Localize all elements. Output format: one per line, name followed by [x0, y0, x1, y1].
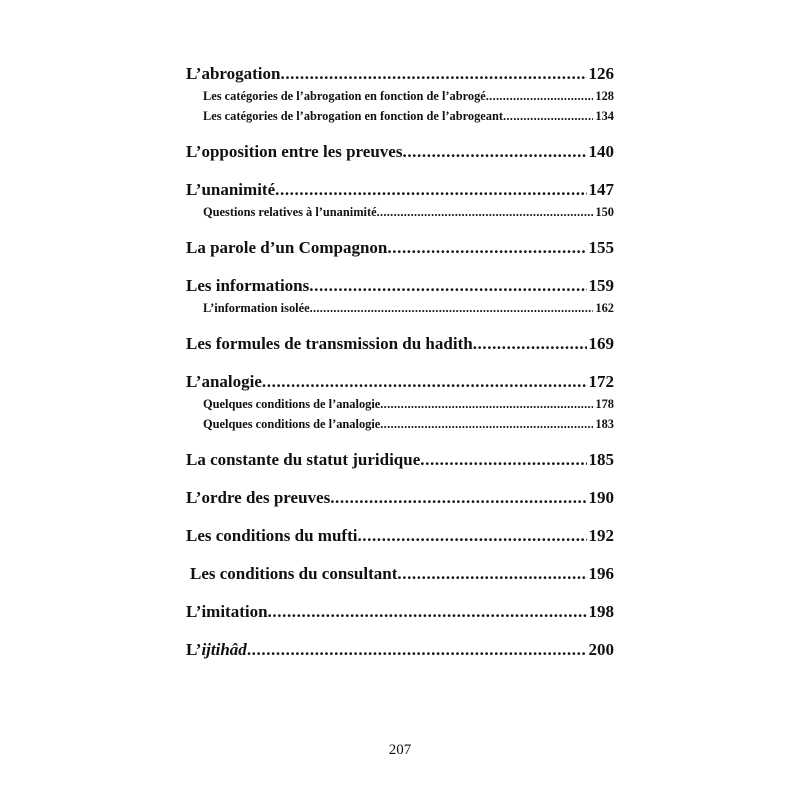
toc-subentry-page: 134	[593, 106, 614, 126]
dot-leader	[262, 370, 587, 394]
dot-leader	[380, 414, 593, 434]
toc-entry-page: 155	[587, 236, 615, 260]
dot-leader	[310, 298, 594, 318]
toc-subentry-abrogation-abroge[interactable]	[203, 86, 614, 106]
toc-subentry-label: Quelques conditions de l’analogie	[203, 414, 380, 434]
dot-leader	[330, 486, 586, 510]
toc-entry-abrogation[interactable]	[186, 62, 614, 86]
dot-leader	[473, 332, 587, 356]
toc-subentry-label: Quelques conditions de l’analogie	[203, 394, 380, 414]
dot-leader	[275, 178, 586, 202]
toc-entry-label-prefix: L’	[186, 640, 202, 659]
toc-entry-opposition[interactable]	[186, 140, 614, 164]
dot-leader	[397, 562, 586, 586]
dot-leader	[268, 600, 587, 624]
toc-entry-ijtihad[interactable]	[186, 638, 614, 662]
toc-subentry-page: 150	[593, 202, 614, 222]
dot-leader	[377, 202, 594, 222]
toc-entry-constante-statut[interactable]	[186, 448, 614, 472]
toc-entry-label: Les informations	[186, 274, 309, 298]
toc-entry-page: 126	[587, 62, 615, 86]
toc-entry-page: 196	[587, 562, 615, 586]
toc-entry-label: Les conditions du consultant	[190, 562, 397, 586]
toc-entry-page: 185	[587, 448, 615, 472]
dot-leader	[309, 274, 586, 298]
toc-subentry-conditions-analogie-1[interactable]	[203, 394, 614, 414]
dot-leader	[503, 106, 593, 126]
toc-entry-label: L’analogie	[186, 370, 262, 394]
toc-subentry-conditions-analogie-2[interactable]	[203, 414, 614, 434]
toc-subentry-label: Questions relatives à l’unanimité	[203, 202, 377, 222]
toc-entry-label: L’unanimité	[186, 178, 275, 202]
toc-entry-conditions-consultant[interactable]	[186, 562, 614, 586]
toc-entry-parole-compagnon[interactable]	[186, 236, 614, 260]
toc-entry-label: L’imitation	[186, 600, 268, 624]
toc-entry-unanimite[interactable]	[186, 178, 614, 202]
toc-subentry-page: 178	[593, 394, 614, 414]
toc-entry-label: La constante du statut juridique	[186, 448, 420, 472]
toc-entry-ordre-preuves[interactable]	[186, 486, 614, 510]
toc-entry-page: 190	[587, 486, 615, 510]
toc-entry-page: 159	[587, 274, 615, 298]
dot-leader	[486, 86, 594, 106]
table-of-contents	[186, 62, 614, 662]
toc-subentry-label: Les catégories de l’abrogation en fonction de l’abrogé	[203, 86, 486, 106]
toc-entry-label: L’ordre des preuves	[186, 486, 330, 510]
toc-entry-label-italic: ijtihâd	[201, 640, 247, 659]
toc-entry-label: Les conditions du mufti	[186, 524, 357, 548]
toc-entry-page: 169	[587, 332, 615, 356]
toc-subentry-questions-unanimite[interactable]	[203, 202, 614, 222]
toc-subentry-page: 183	[593, 414, 614, 434]
page-number: 207	[388, 742, 412, 758]
toc-entry-label: La parole d’un Compagnon	[186, 236, 387, 260]
dot-leader	[420, 448, 586, 472]
toc-subentry-page: 162	[593, 298, 614, 318]
toc-entry-label	[186, 638, 247, 662]
toc-subentry-page: 128	[593, 86, 614, 106]
dot-leader	[280, 62, 586, 86]
toc-entry-page: 192	[587, 524, 615, 548]
toc-entry-analogie[interactable]	[186, 370, 614, 394]
toc-entry-informations[interactable]	[186, 274, 614, 298]
toc-entry-page: 198	[587, 600, 615, 624]
dot-leader	[247, 638, 587, 662]
dot-leader	[357, 524, 586, 548]
dot-leader	[380, 394, 593, 414]
toc-entry-page: 200	[587, 638, 615, 662]
toc-entry-conditions-mufti[interactable]	[186, 524, 614, 548]
toc-entry-page: 172	[587, 370, 615, 394]
toc-entry-page: 147	[587, 178, 615, 202]
toc-entry-formules-transmission[interactable]	[186, 332, 614, 356]
toc-subentry-abrogation-abrogeant[interactable]	[203, 106, 614, 126]
toc-subentry-information-isolee[interactable]	[203, 298, 614, 318]
toc-subentry-label: L’information isolée	[203, 298, 310, 318]
toc-entry-label: L’opposition entre les preuves	[186, 140, 402, 164]
toc-entry-label: Les formules de transmission du hadith	[186, 332, 473, 356]
toc-entry-label: L’abrogation	[186, 62, 280, 86]
toc-subentry-label: Les catégories de l’abrogation en fonction de l’abrogeant	[203, 106, 503, 126]
dot-leader	[402, 140, 586, 164]
dot-leader	[387, 236, 586, 260]
toc-entry-page: 140	[587, 140, 615, 164]
toc-entry-imitation[interactable]	[186, 600, 614, 624]
